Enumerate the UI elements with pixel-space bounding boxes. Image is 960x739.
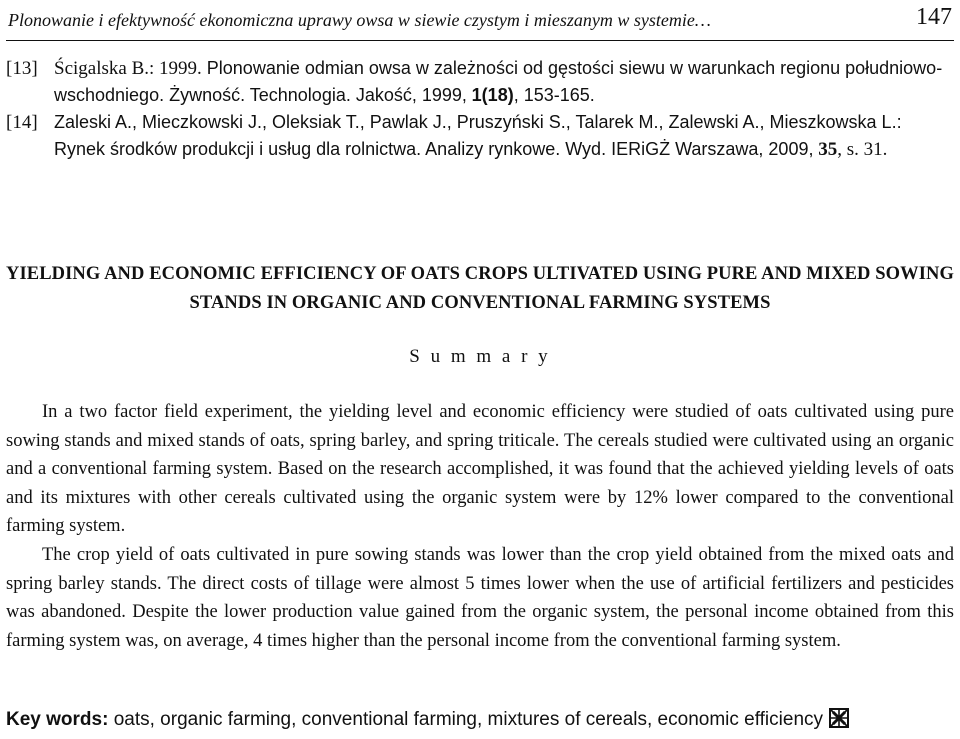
reference-issue: 1(18): [471, 85, 514, 106]
keywords: [6, 706, 954, 737]
page-number: 147: [916, 4, 952, 30]
paper-title: YIELDING AND ECONOMIC EFFICIENCY OF OATS CROPS ULTIVATED USING PURE AND MIXED SOWING STANDS IN ORGANIC AND CONVENTIONAL FARMING SYSTEMS: [6, 264, 954, 313]
reference-number: [14]: [6, 112, 38, 133]
reference-body: Rynek środków produkcji i usług dla rolnictwa. Analizy rynkowe. Wyd. IERiGŻ Warszawa, 2009,: [54, 139, 814, 160]
keywords-text: oats, organic farming, conventional farming, mixtures of cereals, economic efficiency: [108, 709, 824, 730]
reference-14: [6, 109, 954, 163]
summary-body: [6, 398, 954, 655]
summary-paragraph: The crop yield of oats cultivated in pure sowing stands was lower than the crop yield obtained from the mixed oats and spring barley stands. The direct costs of tillage were almost 5 times lower when the use of artificial fertilizers and pesticides was abandoned. Despite the lower production value gained from the organic system, the personal income obtained from this farming system was, on average, 4 times higher than the personal income from the conventional farming system.: [6, 544, 954, 651]
page-header: [6, 6, 954, 41]
keywords-label: Key words:: [6, 709, 109, 730]
running-title: Plonowanie i efektywność ekonomiczna uprawy owsa w siewie czystym i mieszanym w systemie…: [8, 10, 711, 30]
reference-pages: , s. 31.: [837, 139, 888, 161]
reference-pages: , 153-165.: [513, 85, 595, 106]
reference-author: Ścigalska B.: 1999.: [54, 58, 202, 79]
reference-volume: 35: [818, 139, 838, 161]
reference-body: Plonowanie odmian owsa w zależności od gęstości siewu w warunkach regionu południowo-wschodniego. Żywność. Technologia. Jakość, 1999,: [54, 58, 943, 106]
summary-heading: S u m m a r y: [409, 346, 551, 367]
reference-13: [6, 55, 954, 109]
reference-authors: Zaleski A., Mieczkowski J., Oleksiak T., Pawlak J., Pruszyński S., Talarek M., Zalewski A., Mieszkowska L.:: [54, 112, 902, 132]
summary-paragraph: In a two factor field experiment, the yielding level and economic efficiency were studied of oats cultivated using pure sowing stands and mixed stands of oats, spring barley, and spring triticale. The cereals studied were cultivated using an organic and a conventional farming system. Based on the research accomplished, it was found that the achieved yielding levels of oats and its mixtures with other cereals cultivated using the organic system were by 12% lower compared to the conventional farming system.: [6, 402, 954, 537]
reference-number: [13]: [6, 58, 38, 79]
end-of-article-icon: [829, 708, 849, 737]
